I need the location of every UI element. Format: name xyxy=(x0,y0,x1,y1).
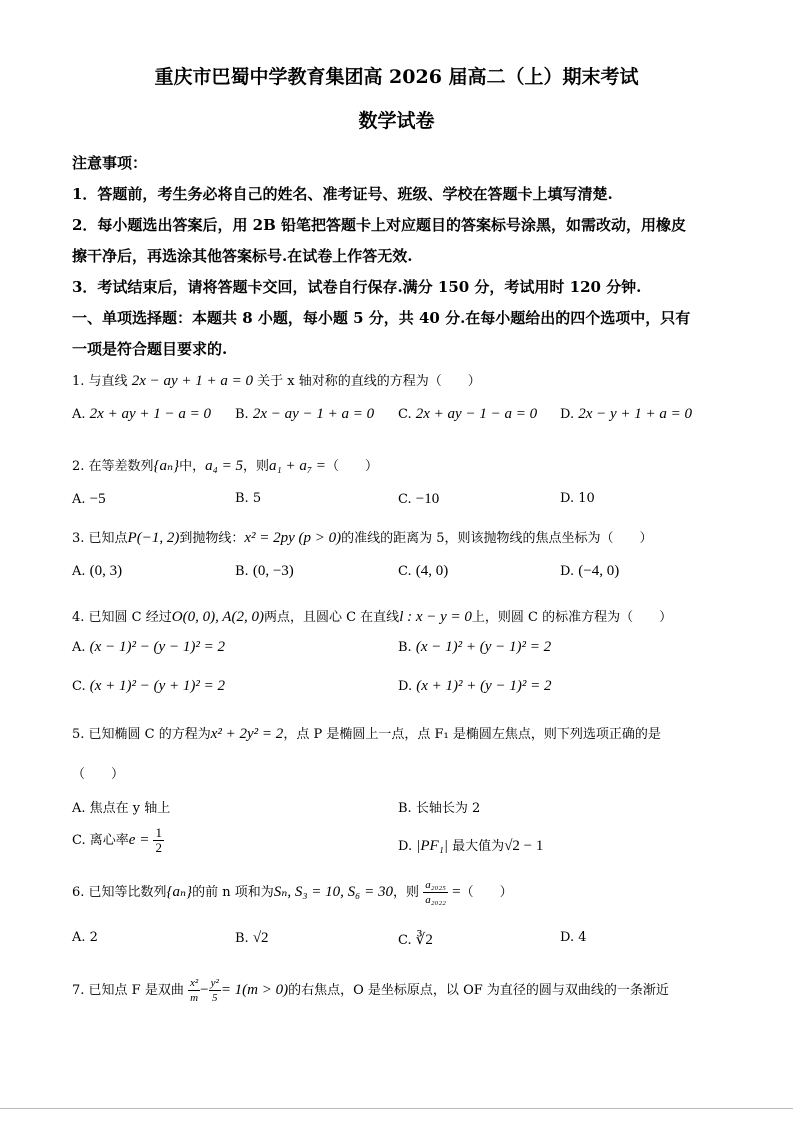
q7-tail: = 1(m > 0) xyxy=(220,982,289,998)
q4-suffix: 上，则圆 C 的标准方程为（ ） xyxy=(471,610,673,625)
q2-option-b[interactable] xyxy=(235,491,261,506)
q2-ask: ，则 xyxy=(242,459,269,474)
q6-suffix: （ ） xyxy=(460,885,513,900)
option-label: A. xyxy=(72,930,86,945)
option-value: (4, 0) xyxy=(415,563,449,579)
section-1-line-2: 一项是符合题目要求的. xyxy=(72,340,228,358)
question-2-stem xyxy=(72,455,378,475)
option-value: √2 xyxy=(252,930,269,946)
q3-mid: 到抛物线： xyxy=(179,531,245,546)
q6-prefix: 6. 已知等比数列 xyxy=(72,885,167,900)
q5-option-a[interactable] xyxy=(72,797,170,816)
notice-heading: 注意事项： xyxy=(72,154,148,172)
q1-suffix: 关于 x 轴对称的直线的方程为（ ） xyxy=(257,374,481,389)
option-value: (x − 1)² + (y − 1)² = 2 xyxy=(415,639,552,655)
option-value: 5 xyxy=(252,491,262,506)
option-value: −10 xyxy=(415,491,440,507)
q6-option-a[interactable] xyxy=(72,930,98,945)
q3-prefix: 3. 已知点 xyxy=(72,531,128,546)
q3-option-a[interactable] xyxy=(72,563,122,580)
option-label: C. xyxy=(398,564,412,579)
option-value: 2 xyxy=(89,930,98,945)
q6-option-d[interactable] xyxy=(560,930,587,945)
q2-sequence: {aₙ} xyxy=(153,458,180,474)
option-value: 2x − y + 1 + a = 0 xyxy=(578,406,693,422)
q3-suffix: 的准线的距离为 5，则该抛物线的焦点坐标为（ ） xyxy=(341,531,653,546)
option-text: 离心率 xyxy=(89,833,129,848)
fraction-denominator: m xyxy=(190,992,199,1004)
q1-expression: 2x − ay + 1 + a = 0 xyxy=(131,373,253,389)
option-value: 10 xyxy=(578,491,595,506)
question-7-stem xyxy=(72,976,669,1005)
option-label: B. xyxy=(235,564,249,579)
q3-option-d[interactable] xyxy=(560,563,619,580)
option-label: D. xyxy=(560,407,575,422)
q2-prefix: 2. 在等差数列 xyxy=(72,459,154,474)
fraction-numerator: y² xyxy=(210,977,219,989)
option-label: B. xyxy=(235,491,249,506)
option-label: D. xyxy=(560,491,575,506)
fraction-numerator: 1 xyxy=(155,825,162,840)
fraction-denominator: 2 xyxy=(155,840,162,855)
option-label: C. xyxy=(398,407,412,422)
option-value: ∛2 xyxy=(415,932,433,948)
option-value: 4 xyxy=(578,930,587,945)
option-label: D. xyxy=(560,564,575,579)
q6-ratio-fraction xyxy=(423,878,448,907)
option-label: D. xyxy=(398,679,413,694)
fraction-numerator: a₂₀₂₅ xyxy=(425,879,446,891)
question-4-stem xyxy=(72,606,672,626)
fraction-denominator: 5 xyxy=(211,992,218,1004)
q1-prefix: 1. 与直线 xyxy=(72,374,128,389)
q2-option-d[interactable] xyxy=(560,491,595,506)
q5-option-d[interactable] xyxy=(398,835,543,855)
option-value: (x + 1)² + (y − 1)² = 2 xyxy=(416,678,552,694)
q3-option-b[interactable] xyxy=(235,563,294,580)
option-label: B. xyxy=(235,407,249,422)
question-1-stem xyxy=(72,370,481,390)
q6-option-b[interactable] xyxy=(235,930,269,947)
q6-mid: 的前 n 项和为 xyxy=(192,885,274,900)
fraction-numerator: x² xyxy=(189,977,199,989)
q1-option-a[interactable] xyxy=(72,406,211,423)
option-value: (0, 3) xyxy=(89,563,123,579)
option-label: B. xyxy=(235,931,249,946)
q5-prefix: 5. 已知椭圆 C 的方程为 xyxy=(72,727,211,742)
q3-point: P(−1, 2) xyxy=(127,530,180,546)
option-value: 焦点在 y 轴上 xyxy=(89,801,171,816)
option-label: A. xyxy=(72,640,86,655)
q3-curve: x² = 2py (p > 0) xyxy=(244,530,342,546)
option-label: B. xyxy=(398,640,412,655)
q2-condition: a₄ = 5 xyxy=(205,458,243,474)
q6-condition: Sₙ, S₃ = 10, S₆ = 30 xyxy=(273,884,394,900)
q1-option-b[interactable] xyxy=(235,406,374,423)
notice-item-2-line-1: 2．每小题选出答案后，用 2B 铅笔把答题卡上对应题目的答案标号涂黑，如需改动，用橡皮 xyxy=(72,216,687,234)
q4-option-d[interactable] xyxy=(398,678,552,695)
page-footer-line xyxy=(0,1108,793,1109)
option-value: (x + 1)² − (y + 1)² = 2 xyxy=(89,678,226,694)
q7-fraction-1 xyxy=(188,976,200,1005)
q5-suffix: ，点 P 是椭圆上一点，点 F₁ 是椭圆左焦点，则下列选项正确的是 xyxy=(283,727,661,742)
exam-subtitle: 数学试卷 xyxy=(358,110,435,132)
fraction-denominator: a₂₀₂₂ xyxy=(425,894,446,906)
q5-equation: x² + 2y² = 2 xyxy=(210,726,284,742)
option-label: A. xyxy=(72,801,86,816)
q3-option-c[interactable] xyxy=(398,563,448,580)
q5-option-c[interactable] xyxy=(72,826,164,855)
option-label: C. xyxy=(72,679,86,694)
option-value: 长轴长为 2 xyxy=(415,801,481,816)
q6-equals: = xyxy=(452,884,461,900)
option-value: 2x + ay − 1 − a = 0 xyxy=(415,406,538,422)
section-1-line-1: 一、单项选择题：本题共 8 小题，每小题 5 分，共 40 分.在每小题给出的四个选项中，只有 xyxy=(72,309,691,327)
q1-option-c[interactable] xyxy=(398,406,537,423)
option-label: A. xyxy=(72,407,86,422)
option-value: −5 xyxy=(89,491,106,507)
q4-prefix: 4. 已知圆 C 经过 xyxy=(72,610,172,625)
q4-option-a[interactable] xyxy=(72,639,225,656)
q4-option-b[interactable] xyxy=(398,639,551,656)
q7-fraction-2 xyxy=(209,976,221,1005)
q6-option-c[interactable] xyxy=(398,930,433,949)
q6-sequence: {aₙ} xyxy=(166,884,193,900)
q7-prefix: 7. 已知点 F 是双曲 xyxy=(72,983,184,998)
q4-points: O(0, 0), A(2, 0) xyxy=(171,609,264,625)
option-text: 最大值为 xyxy=(452,839,505,854)
option-label: B. xyxy=(398,801,412,816)
eccentricity-fraction xyxy=(153,826,164,855)
option-label: C. xyxy=(72,833,86,848)
q7-suffix: 的右焦点，O 是坐标原点，以 OF 为直径的圆与双曲线的一条渐近 xyxy=(288,983,669,998)
option-value: 2x + ay + 1 − a = 0 xyxy=(89,406,211,422)
q2-mid: 中， xyxy=(179,459,206,474)
option-lhs: e = xyxy=(128,832,150,848)
q2-option-c[interactable] xyxy=(398,491,439,508)
option-abs: |PF₁| xyxy=(416,838,449,854)
notice-item-2-line-2: 擦干净后，再选涂其他答案标号.在试卷上作答无效. xyxy=(72,247,413,265)
q4-option-c[interactable] xyxy=(72,678,225,695)
option-value: 2x − ay − 1 + a = 0 xyxy=(252,406,375,422)
option-label: D. xyxy=(398,839,413,854)
q4-mid: 两点，且圆心 C 在直线 xyxy=(263,610,400,625)
q1-option-d[interactable] xyxy=(560,406,692,423)
notice-item-1: 1．答题前，考生务必将自己的姓名、准考证号、班级、学校在答题卡上填写清楚. xyxy=(72,185,613,203)
option-value: (0, −3) xyxy=(252,563,294,579)
question-3-stem xyxy=(72,527,653,547)
option-value: √2 − 1 xyxy=(504,838,544,854)
option-label: A. xyxy=(72,492,86,507)
exam-title: 重庆市巴蜀中学教育集团高 2026 届高二（上）期末考试 xyxy=(154,66,639,88)
option-label: A. xyxy=(72,564,86,579)
q2-option-a[interactable] xyxy=(72,491,106,508)
notice-item-3: 3．考试结束后，请将答题卡交回，试卷自行保存.满分 150 分，考试用时 120 分钟. xyxy=(72,278,642,296)
q2-expression: a₁ + a₇ = xyxy=(269,458,326,474)
q2-suffix: （ ） xyxy=(325,459,378,474)
option-label: C. xyxy=(398,933,412,948)
q5-option-b[interactable] xyxy=(398,797,480,816)
q6-ask: ，则 xyxy=(393,885,420,900)
q4-line: l : x − y = 0 xyxy=(399,609,472,625)
question-5-stem xyxy=(72,723,661,743)
option-value: (−4, 0) xyxy=(578,563,620,579)
question-6-stem xyxy=(72,878,513,907)
option-value: (x − 1)² − (y − 1)² = 2 xyxy=(89,639,225,655)
q5-paren: （ ） xyxy=(72,767,125,782)
option-label: D. xyxy=(560,930,575,945)
q7-minus: − xyxy=(200,982,209,998)
option-label: C. xyxy=(398,492,412,507)
